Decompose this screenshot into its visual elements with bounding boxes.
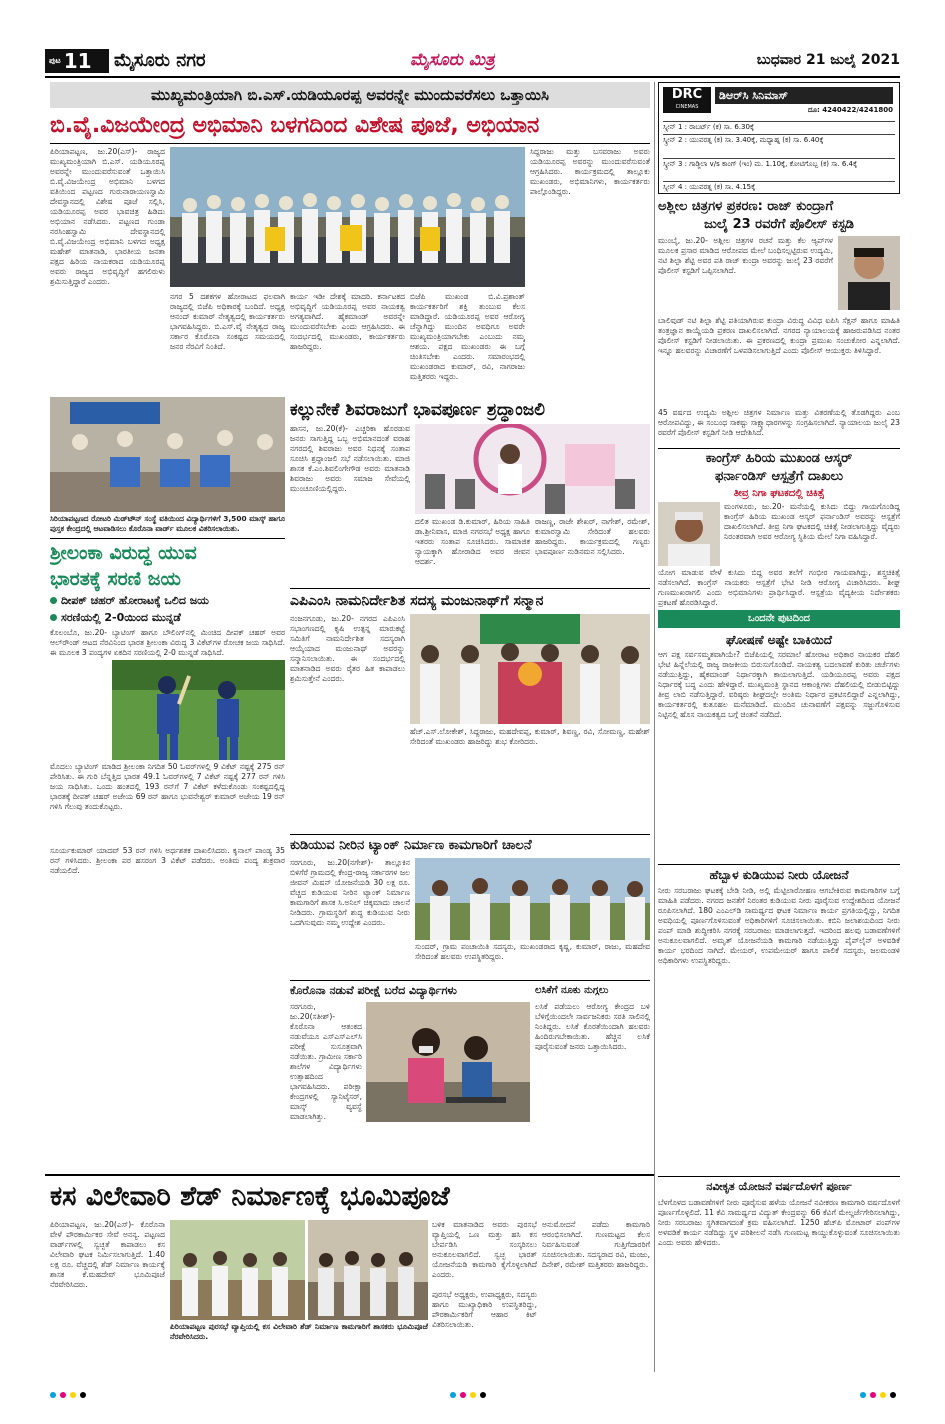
section-title: ಮೈಸೂರು ನಗರ xyxy=(114,50,206,71)
kalluneke-photo xyxy=(415,424,650,514)
congress-body1: ಮಂಗಳೂರು, ಜು.20- ಮನೆಯಲ್ಲಿ ಕುಸಿದು ಬಿದ್ದು ಗಾಯಗೊಂಡಿದ್ದ ಕಾಂಗ್ರೆಸ್ ಹಿರಿಯ ಮುಖಂಡ ಆಸ್ಕರ್ ಫರ್ನಾಂಡಿಸ್ ಅವರನ್ನು ಆಸ್ಪತ್ರೆಗೆ ದಾಖಲಿಸಲಾಗಿದೆ. ತೀವ್ರ ನಿಗಾ ಘಟಕದಲ್ಲಿ ಚಿಕಿತ್ಸೆ ನೀಡಲಾಗುತ್ತಿದ್ದು ವೈದ್ಯರು ನಿರಂತರವಾಗಿ ಅವರ ಆರೋಗ್ಯ ಸ್ಥಿತಿಯ ಮೇಲೆ ನಿಗಾ ವಹಿಸಿದ್ದಾರೆ. xyxy=(724,502,900,541)
congress-headline-2: ಫರ್ನಾಂಡಿಸ್ ಆಸ್ಪತ್ರೆಗೆ ದಾಖಲು xyxy=(714,469,843,484)
lead-body-col4: ಬಿಜೆಪಿ ಮುಖಂಡ ಬಿ.ವಿ.ಪ್ರಶಾಂತ್ ಕಾರ್ಯಕರ್ತರಿಗೆ ಶಕ್ತಿ ತುಂಬುವ ಕೆಲಸ ಮಾಡಿದ್ದಾರೆ. ಯಡಿಯೂರಪ್ಪ ಅವರ ಆರೋಗ್ಯ ಚೆನ್ನಾಗಿದ್ದು ಮುಂದಿನ ಅವಧಿಗೂ ಅವರೇ ಮುಖ್ಯಮಂತ್ರಿಯಾಗಬೇಕು ಎಂಬುದು ನಮ್ಮ ಆಶಯ. ಪಕ್ಷದ ಮುಖಂಡರು ಈ ಬಗ್ಗೆ ಚಿಂತಿಸಬೇಕು ಎಂದರು. ಸಮಾರಂಭದಲ್ಲಿ ಮುಖಂಡರಾದ ಕುಮಾರ್, ರವಿ, ನಾಗರಾಜು ಮತ್ತಿತರರು ಇದ್ದರು. xyxy=(410,292,525,381)
congress-headline-1: ಕಾಂಗ್ರೆಸ್ ಹಿರಿಯ ಮುಖಂಡ ಆಸ್ಕರ್ xyxy=(705,451,853,466)
cinema-row-1: ಸ್ಕ್ರೀನ್ 1 : ರಾಬರ್ಟ್ (ಕ) ಸಾ. 6.30ಕ್ಕೆ xyxy=(663,121,895,132)
apmc-body1: ನಂಜನಗೂಡು, ಜು.20- ನಗರದ ಎಪಿಎಂಸಿ ಸಭಾಂಗಣದಲ್ಲಿ ಕೃಷಿ ಉತ್ಪನ್ನ ಮಾರುಕಟ್ಟೆ ಸಮಿತಿಗೆ ನಾಮನಿರ್ದೇಶಿತ ಸದಸ್ಯರಾಗಿ ಆಯ್ಕೆಯಾದ ಮಂಜುನಾಥ್ ಅವರನ್ನು ಸನ್ಮಾನಿಸಲಾಯಿತು. ಈ ಸಂದರ್ಭದಲ್ಲಿ ಮಾತನಾಡಿದ ಅವರು ರೈತರ ಹಿತ ಕಾಪಾಡಲು ಶ್ರಮಿಸುತ್ತೇನೆ ಎಂದರು. xyxy=(290,614,405,683)
kudiyuva-body1: ಸರಗೂರು, ಜು.20(ನಗೇಶ್)- ತಾಲ್ಲೂಕಿನ ಬಿಳಿಗೆರೆ ಗ್ರಾಮದಲ್ಲಿ ಕೇಂದ್ರ-ರಾಜ್ಯ ಸರ್ಕಾರಗಳ ಜಲ ಜೀವನ್ ಮಿಷನ್ ಯೋಜನೆಯಡಿ 30 ಲಕ್ಷ ರೂ. ವೆಚ್ಚದ ಕುಡಿಯುವ ನೀರಿನ ಟ್ಯಾಂಕ್ ನಿರ್ಮಾಣ ಕಾಮಗಾರಿಗೆ ಶಾಸಕ ಸಿ.ಅನಿಲ್ ಚಿಕ್ಕಮಾದು ಚಾಲನೆ ನೀಡಿದರು. ಗ್ರಾಮಸ್ಥರಿಗೆ ಶುದ್ಧ ಕುಡಿಯುವ ನೀರು ಒದಗಿಸುವುದು ನಮ್ಮ ಉದ್ದೇಶ ಎಂದರು. xyxy=(290,858,410,927)
cinema-ad xyxy=(658,82,900,194)
corona-sub: ಲಸಿಕೆಗೆ ನೂಕು ನುಗ್ಗಲು xyxy=(535,985,609,996)
cricket-photo xyxy=(112,660,285,760)
felicitation-photo-illustration xyxy=(410,614,650,724)
rotary-photo xyxy=(50,397,285,512)
lead-photo xyxy=(170,147,525,287)
tribute-photo-illustration xyxy=(415,424,650,514)
registration-mark xyxy=(480,1392,486,1398)
cricket-photo-illustration xyxy=(112,660,285,760)
ondane-h1: ಘೋಷಣೆ ಅಷ್ಟೇ ಬಾಕಿಯಿದೆ xyxy=(726,633,832,647)
congress-subhead: ತೀವ್ರ ನಿಗಾ ಘಟಕದಲ್ಲಿ ಚಿಕಿತ್ಸೆ xyxy=(733,488,825,499)
kasa-headline: ಕಸ ವಿಲೇವಾರಿ ಶೆಡ್ ನಿರ್ಮಾಣಕ್ಕೆ ಭೂಮಿಪೂಜೆ xyxy=(50,1181,450,1212)
registration-mark xyxy=(860,1392,866,1398)
kundra-body2: ಬಾಲಿವುಡ್ ನಟಿ ಶಿಲ್ಪಾ ಶೆಟ್ಟಿ ಪತಿಯಾಗಿರುವ ಕುಂದ್ರಾ ವಿರುದ್ಧ ವಿವಿಧ ಐಪಿಸಿ ಸೆಕ್ಷನ್ ಹಾಗೂ ಮಾಹಿತಿ ತಂತ್ರಜ್ಞಾನ ಕಾಯ್ದೆಯಡಿ ಪ್ರಕರಣ ದಾಖಲಿಸಲಾಗಿದೆ. ನಗರದ ನ್ಯಾಯಾಲಯಕ್ಕೆ ಹಾಜರುಪಡಿಸಿದ ನಂತರ ಪೊಲೀಸ್ ಕಸ್ಟಡಿಗೆ ನೀಡಲಾಯಿತು. ಈ ಪ್ರಕರಣದಲ್ಲಿ ಕುಂದ್ರಾ ಪ್ರಮುಖ ಸಂಚುಕೋರ ಎನ್ನಲಾಗಿದೆ. ಇನ್ನೂ ಹಲವರನ್ನು ವಿಚಾರಣೆಗೆ ಒಳಪಡಿಸಲಾಗುತ್ತಿದೆ ಎಂದು ಪೊಲೀಸ್ ಆಯುಕ್ತರು ತಿಳಿಸಿದ್ದಾರೆ. xyxy=(658,316,900,355)
group-photo-illustration-2 xyxy=(308,1220,428,1320)
srilanka-body1b xyxy=(50,660,110,760)
srilanka-headline-1: ಶ್ರೀಲಂಕಾ ವಿರುದ್ಧ ಯುವ xyxy=(50,542,197,564)
group-photo-illustration xyxy=(170,147,525,287)
ondane-h3: ನವೀಕೃತ ಯೋಜನೆ ವರ್ಷದೊಳಗೆ ಪೂರ್ಣ xyxy=(706,1180,852,1193)
registration-mark xyxy=(890,1392,896,1398)
kasa-body3: ಪುರಸಭೆ ಅಧ್ಯಕ್ಷರು, ಉಪಾಧ್ಯಕ್ಷರು, ಸದಸ್ಯರು ಹಾಗೂ ಮುಖ್ಯಾಧಿಕಾರಿ ಉಪಸ್ಥಿತರಿದ್ದು, ಪೌರಕಾರ್ಮಿಕರಿಗೆ ಆಹಾರ ಕಿಟ್ ವಿತರಿಸಲಾಯಿತು. xyxy=(432,1290,537,1329)
srilanka-body1: ಕೊಲಂಬೊ, ಜು.20- ಬ್ಯಾಟಿಂಗ್ ಹಾಗೂ ಬೌಲಿಂಗ್‌ನಲ್ಲಿ ಮಿಂಚಿದ ದೀಪಕ್ ಚಹರ್ ಅವರ ಆಲ್‌ರೌಂಡ್ ಆಟದ ನೆರವಿನಿಂದ ಭಾರತ ಶ್ರೀಲಂಕಾ ವಿರುದ್ಧ 3 ವಿಕೆಟ್‌ಗಳ ರೋಚಕ ಜಯ ಸಾಧಿಸಿದೆ. ಈ ಮೂಲಕ 3 ಪಂದ್ಯಗಳ ಏಕದಿನ ಸರಣಿಯಲ್ಲಿ 2-0 ಮುನ್ನಡೆ ಸಾಧಿಸಿದೆ. xyxy=(50,628,285,657)
registration-mark xyxy=(450,1392,456,1398)
kalluneke-body2: ದಲಿತ ಮುಖಂಡ ಡಿ.ಕುಮಾರ್, ಹಿರಿಯ ಸಾಹಿತಿ ಡಾ.ಶ್ರೀನಿವಾಸ, ಮಾಜಿ ನಗರಸಭೆ ಅಧ್ಯಕ್ಷ ಹಾಗೂ ಇತರರು ಸಂತಾಪ ಸೂಚಿಸಿದರು. ಸಾಮಾಜಿಕ ನ್ಯಾಯಕ್ಕಾಗಿ ಹೋರಾಡಿದ ಅವರ ಜೀವನ ಆದರ್ಶ. xyxy=(415,517,530,566)
kundra-headline-2: ಜುಲೈ 23 ರವರೆಗೆ ಪೊಲೀಸ್ ಕಸ್ಟಡಿ xyxy=(704,217,854,232)
bullet-icon xyxy=(50,614,57,621)
lead-body-col1: ಪಿರಿಯಾಪಟ್ಟಣ, ಜು.20(ಎಸ್‌)- ರಾಜ್ಯದ ಮುಖ್ಯಮಂತ್ರಿಯಾಗಿ ಬಿ.ಎಸ್. ಯಡಿಯೂರಪ್ಪ ಅವರನ್ನೇ ಮುಂದುವರೆಸುವಂತೆ ಒತ್ತಾಯಿಸಿ ಬಿ.ವೈ.ವಿಜಯೇಂದ್ರ ಅಭಿಮಾನಿ ಬಳಗದ ವತಿಯಿಂದ ಪಟ್ಟಣದ ಗುರುನಾರಾಯಣಸ್ವಾಮಿ ದೇವಸ್ಥಾನದಲ್ಲಿ ವಿಶೇಷ ಪೂಜೆ ಸಲ್ಲಿಸಿ, ಯಡಿಯೂರಪ್ಪ ಅವರ ಭಾವಚಿತ್ರ ಹಿಡಿದು ಅಭಿಯಾನ ನಡೆಸಿದರು. ಪಟ್ಟಣದ ಗುಂಡಾ ನರಸಿಂಹಸ್ವಾಮಿ ದೇವಸ್ಥಾನದಲ್ಲಿ ಬಿ.ವೈ.ವಿಜಯೇಂದ್ರ ಅಭಿಮಾನಿ ಬಳಗದ ಅಧ್ಯಕ್ಷ ಮಹೇಶ್ ಮಾತನಾಡಿ, ಭಾರತೀಯ ಜನತಾ ಪಕ್ಷದ ಹಿರಿಯ ನಾಯಕರಾದ ಯಡಿಯೂರಪ್ಪ ಅವರು ರಾಜ್ಯದ ಅಭಿವೃದ್ಧಿಗೆ ಹಗಲಿರುಳು ಶ್ರಮಿಸುತ್ತಿದ್ದಾರೆ ಎಂದರು. xyxy=(50,147,165,286)
congress-photo xyxy=(658,502,720,566)
kundra-headline-1: ಅಶ್ಲೀಲ ಚಿತ್ರಗಳ ಪ್ರಕರಣ: ರಾಜ್ ಕುಂದ್ರಾಗೆ xyxy=(658,199,834,214)
kasa-body1: ಪಿರಿಯಾಪಟ್ಟಣ, ಜು.20(ಎಸ್‌)- ಕೊರೊನಾ ವೇಳೆ ಪೌರಕಾರ್ಮಿಕರ ಸೇವೆ ಅನನ್ಯ. ಪಟ್ಟಣದ ವಾರ್ಡ್‌ಗಳಲ್ಲಿ ಸ್ವಚ್ಛತೆ ಕಾಪಾಡಲು ಕಸ ವಿಲೇವಾರಿ ಘಟಕ ನಿರ್ಮಿಸಲಾಗುತ್ತಿದೆ. 1.40 ಲಕ್ಷ ರೂ. ವೆಚ್ಚದಲ್ಲಿ ಶೆಡ್ ನಿರ್ಮಾಣ ಕಾರ್ಯಕ್ಕೆ ಶಾಸಕ ಕೆ.ಮಹದೇವ್ ಭೂಮಿಪೂಜೆ ನೆರವೇರಿಸಿದರು. xyxy=(50,1220,165,1289)
lead-headline: ಬಿ.ವೈ.ವಿಜಯೇಂದ್ರ ಅಭಿಮಾನಿ ಬಳಗದಿಂದ ವಿಶೇಷ ಪೂಜೆ, ಅಭಿಯಾನ xyxy=(50,113,540,138)
bhoomipooja-photo-illustration xyxy=(170,1220,305,1320)
kudiyuva-body2: ಸುಂದರ್, ಗ್ರಾಮ ಪಂಚಾಯಿತಿ ಸದಸ್ಯರು, ಮುಖಂಡರಾದ ಕೃಷ್ಣ, ಕುಮಾರ್, ರಾಜು, ಮಹದೇವ ಸೇರಿದಂತೆ ಹಲವರು ಉಪಸ್ಥಿತರಿದ್ದರು. xyxy=(415,942,650,961)
kalluneke-body1: ಹಾಸನ, ಜು.20(ಕೆ)- ಎಚ್ಚರಿಕಾ ಹೊರಡುವ ಜನರು ಸಾಗುತ್ತಿದ್ದ ಒಬ್ಬ ಅಭಿಮಾನದಂತೆ ವರಾಹ ನಗರದಲ್ಲಿ ಶಿವರಾಜು ಅವರ ನಿಧನಕ್ಕೆ ಸಂತಾಪ ಸೂಚಿಸಿ ಶ್ರದ್ಧಾಂಜಲಿ ಸಭೆ ನಡೆಸಲಾಯಿತು. ಮಾಜಿ ಶಾಸಕ ಕೆ.ಎಂ.ಶಿವಲಿಂಗೇಗೌಡ ಅವರು ಮಾತನಾಡಿ ಶಿವರಾಜು ಅವರು ಸಮಾಜ ಸೇವೆಯಲ್ಲಿ ಮುಂಚೂಣಿಯಲ್ಲಿದ್ದರು. xyxy=(290,424,410,493)
srilanka-sub2 xyxy=(50,611,285,625)
corona-body1: ಸರಗೂರು, ಜು.20(ಸತೀಶ್)- ಕೊರೊನಾ ಆತಂಕದ ನಡುವೆಯೂ ಎಸ್‌ಎಸ್‌ಎಲ್‌ಸಿ ಪರೀಕ್ಷೆ ಸುಸೂತ್ರವಾಗಿ ನಡೆಯಿತು. ಗ್ರಾಮೀಣ ಸರ್ಕಾರಿ ಶಾಲೆಗಳ ವಿದ್ಯಾರ್ಥಿಗಳು ಉತ್ಸಾಹದಿಂದ ಭಾಗವಹಿಸಿದರು. ಪರೀಕ್ಷಾ ಕೇಂದ್ರಗಳಲ್ಲಿ ಸ್ಯಾನಿಟೈಸರ್, ಮಾಸ್ಕ್ ವ್ಯವಸ್ಥೆ ಮಾಡಲಾಗಿತ್ತು. xyxy=(290,1002,362,1121)
ondane-h2: ಹೆಬ್ಬಾಳ ಕುಡಿಯುವ ನೀರು ಯೋಜನೆ xyxy=(709,868,849,882)
kalluneke-headline: ಕಲ್ಲುನೇಕೆ ಶಿವರಾಜುಗೆ ಭಾವಪೂರ್ಣ ಶ್ರದ್ಧಾಂಜಲಿ xyxy=(290,400,546,420)
lead-body-col2: ನಗರ 5 ದಶಕಗಳ ಹೋರಾಟದ ಫಲವಾಗಿ ರಾಜ್ಯದಲ್ಲಿ ಬಿಜೆಪಿ ಅಧಿಕಾರಕ್ಕೆ ಬಂದಿದೆ. ಅಧ್ಯಕ್ಷ ಆನಂದ್ ಕುಮಾರ್ ನೇತೃತ್ವದಲ್ಲಿ ಕಾರ್ಯಕರ್ತರು ಭಾಗವಹಿಸಿದ್ದರು. ಬಿ.ಎಸ್.ವೈ ನೇತೃತ್ವದ ರಾಜ್ಯ ಸರ್ಕಾರ ಕೊರೊನಾ ಸಂಕಷ್ಟದ ಸಮಯದಲ್ಲಿ ಜನರ ನೆರವಿಗೆ ನಿಂತಿದೆ. xyxy=(170,292,285,351)
registration-mark xyxy=(50,1392,56,1398)
rotary-caption: ಸಿರಿಯಾಪಟ್ಟಣದ ರೋಟರಿ ಮಿಡ್‌ಟೌನ್ ಸಂಸ್ಥೆ ವತಿಯಿಂದ ವಿದ್ಯಾರ್ಥಿಗಳಿಗೆ 3,500 ಮಾಸ್ಕ್ ಹಾಗೂ ಪುಸ್ತಕ ಕೇಂದ್ರದಲ್ಲಿ ಆಟವಾಡಿಸಲು ಕೊರೊನಾ ವಾರ್ಡ್ ಮೂಲಕ ವಿತರಿಸಲಾಯಿತು. xyxy=(50,514,285,533)
kasa-caption: ಪಿರಿಯಾಪಟ್ಟಣ ಪುರಸಭೆ ವ್ಯಾಪ್ತಿಯಲ್ಲಿ ಕಸ ವಿಲೇವಾರಿ ಶೆಡ್ ನಿರ್ಮಾಣ ಕಾಮಗಾರಿಗೆ ಶಾಸಕರು ಭೂಮಿಪೂಜೆ ನೆರವೇರಿಸಿದರು. xyxy=(170,1322,428,1341)
registration-mark xyxy=(460,1392,466,1398)
srilanka-sub2-text: ಸರಣಿಯಲ್ಲಿ 2-0ಯಿಂದ ಮುನ್ನಡೆ xyxy=(61,611,181,624)
srilanka-headline-2: ಭಾರತಕ್ಕೆ ಸರಣಿ ಜಯ xyxy=(50,568,181,590)
kudiyuva-headline: ಕುಡಿಯುವ ನೀರಿನ ಟ್ಯಾಂಕ್ ನಿರ್ಮಾಣ ಕಾಮಗಾರಿಗೆ ಚಾಲನೆ xyxy=(290,838,532,853)
srilanka-sub1-text: ದೀಪಕ್ ಚಹರ್ ಹೋರಾಟಕ್ಕೆ ಒಲಿದ ಜಯ xyxy=(61,594,209,607)
registration-mark xyxy=(880,1392,886,1398)
srilanka-sub1 xyxy=(50,594,285,608)
lead-body-col3: ಕಾರ್ಯ ಇಡೀ ದೇಶಕ್ಕೆ ಮಾದರಿ. ಕರ್ನಾಟಕದ ಅಭಿವೃದ್ಧಿಗೆ ಯಡಿಯೂರಪ್ಪ ಅವರ ನಾಯಕತ್ವ ಅಗತ್ಯವಾಗಿದೆ. ಹೈಕಮಾಂಡ್ ಅವರನ್ನೇ ಮುಂದುವರೆಸಬೇಕು ಎಂದು ಆಗ್ರಹಿಸಿದರು. ಈ ಸಂದರ್ಭದಲ್ಲಿ ಮುಖಂಡರು, ಕಾರ್ಯಕರ್ತರು ಹಾಜರಿದ್ದರು. xyxy=(290,292,405,351)
paper-name: ಮೈಸೂರು ಮಿತ್ರ xyxy=(410,50,495,70)
kasa-body2: ಬಳಿಕ ಮಾತನಾಡಿದ ಅವರು ಪುರಸಭೆ ವ್ಯಾಪ್ತಿಯಲ್ಲಿ ಒಣ ಮತ್ತು ಹಸಿ ಕಸ ಬೇರ್ಪಡಿಸಿ ಸಂಸ್ಕರಿಸಲು ಅನುಕೂಲವಾಗಲಿದೆ. ಸ್ವಚ್ಛ ಭಾರತ್ ಯೋಜನೆಯಡಿ ಕಾಮಗಾರಿ ಕೈಗೊಳ್ಳಲಾಗಿದೆ ಎಂದರು. xyxy=(432,1220,537,1279)
kundra-body3: 45 ವರ್ಷದ ಉದ್ಯಮಿ ಅಶ್ಲೀಲ ಚಿತ್ರಗಳ ನಿರ್ಮಾಣ ಮತ್ತು ವಿತರಣೆಯಲ್ಲಿ ತೊಡಗಿದ್ದರು ಎಂಬ ಆರೋಪವಿದ್ದು, ಈ ಸಂಬಂಧ ಸಾಕಷ್ಟು ಸಾಕ್ಷ್ಯಾಧಾರಗಳನ್ನು ಸಂಗ್ರಹಿಸಲಾಗಿದೆ. ನ್ಯಾಯಾಲಯ ಜುಲೈ 23 ರವರೆಗೆ ಪೊಲೀಸ್ ಕಸ್ಟಡಿಗೆ ನೀಡಿ ಆದೇಶಿಸಿದೆ. xyxy=(658,408,900,437)
rotary-photo-illustration xyxy=(50,397,285,512)
masthead-rule xyxy=(45,76,900,78)
srilanka-body3: ಸೂರ್ಯಕುಮಾರ್ ಯಾದವ್ 53 ರನ್ ಗಳಿಸಿ ಅರ್ಧಶತಕ ದಾಖಲಿಸಿದರು. ಕೃನಾಲ್ ಪಾಂಡ್ಯ 35 ರನ್ ಗಳಿಸಿದರು. ಶ್ರೀಲಂಕಾ ಪರ ಹಸರಂಗ 3 ವಿಕೆಟ್ ಪಡೆದರು. ಅಂತಿಮ ಪಂದ್ಯ ಶುಕ್ರವಾರ ನಡೆಯಲಿದೆ. xyxy=(50,846,285,875)
cinema-title: ಡಿಆರ್‌ಸಿ ಸಿನಿಮಾಸ್ xyxy=(715,87,893,104)
ondane-body2: ನೀರು ಸರಬರಾಜು ಘಟಕಕ್ಕೆ ಬೇಡಿ ನೀಡಿ, ಅಲ್ಲಿ ಮೆಟ್ಟಿಲಾರೋಹಣ ಆಗಬೇಕಿರುವ ಕಾಮಗಾರಿಗಳ ಬಗ್ಗೆ ಮಾಹಿತಿ ಪಡೆದರು. ನಗರದ ಜನತೆಗೆ ನಿರಂತರ ಕುಡಿಯುವ ನೀರು ಪೂರೈಸುವ ಉದ್ದೇಶದಿಂದ ಯೋಜನೆ ರೂಪಿಸಲಾಗಿದೆ. 180 ಎಂಎಲ್‌ಡಿ ಸಾಮರ್ಥ್ಯದ ಘಟಕ ನಿರ್ಮಾಣ ಕಾರ್ಯ ಪ್ರಗತಿಯಲ್ಲಿದ್ದು, ನಿಗದಿತ ಅವಧಿಯಲ್ಲಿ ಪೂರ್ಣಗೊಳಿಸುವಂತೆ ಅಧಿಕಾರಿಗಳಿಗೆ ಸೂಚಿಸಲಾಯಿತು. ಕಬಿನಿ ಜಲಾಶಯದಿಂದ ನೀರು ಪಂಪ್ ಮಾಡಿ ಶುದ್ಧೀಕರಿಸಿ ನಗರಕ್ಕೆ ಸರಬರಾಜು ಮಾಡಲಾಗುತ್ತದೆ. ಇದರಿಂದ ಹಲವು ಬಡಾವಣೆಗಳಿಗೆ ಅನುಕೂಲವಾಗಲಿದೆ. ಅಮೃತ್ ಯೋಜನೆಯಡಿ ಕಾಮಗಾರಿ ನಡೆಯುತ್ತಿದ್ದು ಪೈಪ್‌ಲೈನ್ ಅಳವಡಿಕೆ ಕಾರ್ಯ ಭರದಿಂದ ಸಾಗಿದೆ. ಮೇಯರ್, ಉಪಮೇಯರ್ ಹಾಗೂ ಪಾಲಿಕೆ ಸದಸ್ಯರು, ಜಲಮಂಡಳಿ ಅಧಿಕಾರಿಗಳು ಉಪಸ್ಥಿತರಿದ್ದರು. xyxy=(658,886,900,965)
srilanka-body2: ಮೊದಲು ಬ್ಯಾಟಿಂಗ್ ಮಾಡಿದ ಶ್ರೀಲಂಕಾ ನಿಗದಿತ 50 ಓವರ್‌ಗಳಲ್ಲಿ 9 ವಿಕೆಟ್ ನಷ್ಟಕ್ಕೆ 275 ರನ್ ಪೇರಿಸಿತು. ಈ ಗುರಿ ಬೆನ್ನತ್ತಿದ ಭಾರತ 49.1 ಓವರ್‌ಗಳಲ್ಲಿ 7 ವಿಕೆಟ್ ನಷ್ಟಕ್ಕೆ 277 ರನ್ ಗಳಿಸಿ ಜಯ ಸಾಧಿಸಿತು. ಒಂದು ಹಂತದಲ್ಲಿ 193 ರನ್‌ಗೆ 7 ವಿಕೆಟ್ ಕಳೆದುಕೊಂಡು ಸಂಕಷ್ಟದಲ್ಲಿದ್ದ ಭಾರತಕ್ಕೆ ದೀಪಕ್ ಚಹರ್ ಅಜೇಯ 69 ರನ್ ಹಾಗೂ ಭುವನೇಶ್ವರ್ ಕುಮಾರ್ ಅಜೇಯ 19 ರನ್ ಗಳಿಸಿ ಗೆಲುವು ತಂದುಕೊಟ್ಟರು. xyxy=(50,762,285,811)
masthead-date: ಬುಧವಾರ 21 ಜುಲೈ 2021 xyxy=(756,52,900,68)
registration-mark xyxy=(60,1392,66,1398)
cinema-row-2: ಸ್ಕ್ರೀನ್ 2 : ಯುವರತ್ನ (ಕ) ಸಾ. 3.40ಕ್ಕೆ, ಮಧ್ಯಾಹ್ನ (ಕ) ಸಾ. 6.40ಕ್ಕೆ xyxy=(663,134,895,156)
kasa-photo-2 xyxy=(308,1220,428,1320)
kudiyuva-photo xyxy=(415,858,650,940)
ondane-body3: ಬೆಳಗೊಳದ ಬಡಾವಣೆಗಳಿಗೆ ನೀರು ಪೂರೈಸುವ ಹಳೆಯ ಯೋಜನೆ ನವೀಕರಣ ಕಾಮಗಾರಿ ವರ್ಷದೊಳಗೆ ಪೂರ್ಣಗೊಳ್ಳಲಿದೆ. 11 ಕೆವಿ ಸಾಮರ್ಥ್ಯದ ವಿದ್ಯುತ್ ಕೇಂದ್ರವನ್ನು 66 ಕೆವಿಗೆ ಮೇಲ್ದರ್ಜೆಗೇರಿಸಲಾಗಿದ್ದು, ನೀರು ಸರಬರಾಜು ಸ್ಥಗಿತವಾಗದಂತೆ ಕ್ರಮ ವಹಿಸಲಾಗಿದೆ. 1250 ಹೆಚ್‌ಪಿ ಮೋಟಾರ್ ಪಂಪ್‌ಗಳ ಅಳವಡಿಕೆ ಕಾರ್ಯ ನಡೆದಿದ್ದು ಸ್ಥಳ ಪರಿಶೀಲನೆ ನಡೆಸಿ ಗುಣಮಟ್ಟ ಕಾಯ್ದುಕೊಳ್ಳುವಂತೆ ಸೂಚಿಸಲಾಯಿತು ಎಂದು ಅವರು ಹೇಳಿದರು. xyxy=(658,1198,900,1247)
cinema-logo xyxy=(663,87,711,113)
tank-photo-illustration xyxy=(415,858,650,940)
lead-body-col5: ಸಿದ್ದರಾಜು ಮತ್ತು ಬಸವರಾಜು ಅವರು ಯಡಿಯೂರಪ್ಪ ಅವರನ್ನು ಮುಂದುವರೆಸುವಂತೆ ಆಗ್ರಹಿಸಿದರು. ಕಾರ್ಯಕ್ರಮದಲ್ಲಿ ತಾಲ್ಲೂಕು ಮುಖಂಡರು, ಅಭಿಮಾನಿಗಳು, ಕಾರ್ಯಕರ್ತರು ಪಾಲ್ಗೊಂಡಿದ್ದರು. xyxy=(530,147,650,196)
kasa-photo-1 xyxy=(170,1220,305,1320)
page-label: ಪುಟ xyxy=(49,56,61,65)
cinema-row-3: ಸ್ಕ್ರೀನ್ 3 : ಗಾಡ್ಜಿಲಾ v/s ಕಾಂಗ್ (ಇಂ) ಮ. 1.10ಕ್ಕೆ, ಕೋಟಿಗೊಬ್ಬ (ಕ) ಸಾ. 6.4ಕ್ಕೆ xyxy=(663,158,895,180)
kundra-photo xyxy=(838,236,900,310)
cinema-logo-text: DRC xyxy=(671,87,703,102)
students-photo-illustration xyxy=(366,1002,530,1122)
apmc-body2: ಹೆಚ್.ಎಸ್.ಲೋಕೇಶ್, ಸಿದ್ದರಾಜು, ಮಹದೇವಪ್ಪ, ಕುಮಾರ್, ಶಿವಣ್ಣ, ರವಿ, ಸೋಮಣ್ಣ, ಮಹೇಶ್ ಸೇರಿದಂತೆ ಮುಖಂಡರು ಹಾಜರಿದ್ದು ಶುಭ ಕೋರಿದರು. xyxy=(410,727,650,746)
corona-headline: ಕೊರೊನಾ ನಡುವೆ ಪರೀಕ್ಷೆ ಬರೆದ ವಿದ್ಯಾರ್ಥಿಗಳು xyxy=(290,984,457,997)
corona-photo xyxy=(366,1002,530,1122)
registration-mark xyxy=(470,1392,476,1398)
ondane-body1: ಆಗ ಪಕ್ಷ ಸರ್ವಸಮ್ಮತವಾಗಿಯೇ? ಬಿಜೆಪಿಯಲ್ಲಿ ಸರಮಾಲೆ ಹೋರಾಟ ಅಧಿಕಾರ ನಾಯಕರ ದೆಹಲಿ ಭೇಟಿ ಹಿನ್ನೆಲೆಯಲ್ಲಿ ರಾಜ್ಯ ರಾಜಕೀಯ ಬಿರುಸುಗೊಂಡಿದೆ. ನಾಯಕತ್ವ ಬದಲಾವಣೆ ಕುರಿತು ಚರ್ಚೆಗಳು ನಡೆಯುತ್ತಿದ್ದು, ಹೈಕಮಾಂಡ್ ನಿರ್ಧಾರಕ್ಕಾಗಿ ಕಾಯಲಾಗುತ್ತಿದೆ. ಯಡಿಯೂರಪ್ಪ ಅವರು ಪಕ್ಷದ ನಿರ್ಧಾರಕ್ಕೆ ಬದ್ಧ ಎಂದು ಹೇಳಿದ್ದಾರೆ. ಮುಖ್ಯಮಂತ್ರಿ ಸ್ಥಾನದ ಆಕಾಂಕ್ಷಿಗಳು ದೆಹಲಿಯಲ್ಲಿ ಬೀಡುಬಿಟ್ಟಿದ್ದು ತೀವ್ರ ಲಾಬಿ ನಡೆಸುತ್ತಿದ್ದಾರೆ. ವರಿಷ್ಠರು ಶೀಘ್ರದಲ್ಲೇ ಅಂತಿಮ ನಿರ್ಧಾರ ಪ್ರಕಟಿಸಲಿದ್ದಾರೆ ಎನ್ನಲಾಗಿದ್ದು, ಕಾರ್ಯಕರ್ತರಲ್ಲಿ ಕುತೂಹಲ ಮನೆಮಾಡಿದೆ. ಮುಂದಿನ ಚುನಾವಣೆಗೆ ಪಕ್ಷವನ್ನು ಸಜ್ಜುಗೊಳಿಸುವ ನಿಟ್ಟಿನಲ್ಲಿ ಹೊಸ ನಾಯಕತ್ವದ ಬಗ್ಗೆ ಚಿಂತನೆ ನಡೆದಿದೆ. xyxy=(658,650,900,719)
registration-mark xyxy=(70,1392,76,1398)
registration-mark xyxy=(80,1392,86,1398)
kalluneke-body3: ರಾಜಣ್ಣ, ರಾಜೇ ಶೇಖರ್, ನಾಗೇಶ್, ರಮೇಶ್, ಕುಮಾರಸ್ವಾಮಿ ಸೇರಿದಂತೆ ಹಲವರು ಹಾಜರಿದ್ದರು. ಕಾರ್ಯಕ್ರಮದಲ್ಲಿ ಗಣ್ಯರು ಭಾವಪೂರ್ಣ ನುಡಿನಮನ ಸಲ್ಲಿಸಿದರು. xyxy=(535,517,650,556)
corona-body2: ಲಸಿಕೆ ಪಡೆಯಲು ಆರೋಗ್ಯ ಕೇಂದ್ರದ ಬಳಿ ಬೆಳಿಗ್ಗೆಯಿಂದಲೇ ಸಾರ್ವಜನಿಕರು ಸರತಿ ಸಾಲಿನಲ್ಲಿ ನಿಂತಿದ್ದರು. ಲಸಿಕೆ ಕೊರತೆಯಿಂದಾಗಿ ಹಲವರು ಹಿಂದಿರುಗಬೇಕಾಯಿತು. ಹೆಚ್ಚಿನ ಲಸಿಕೆ ಪೂರೈಸುವಂತೆ ಜನರು ಒತ್ತಾಯಿಸಿದರು. xyxy=(535,1002,650,1051)
portrait-illustration-2 xyxy=(658,502,720,566)
apmc-headline: ಎಪಿಎಂಸಿ ನಾಮನಿರ್ದೇಶಿತ ಸದಸ್ಯ ಮಂಜುನಾಥ್‌ಗೆ ಸನ್ಮಾನ xyxy=(290,593,544,609)
apmc-photo xyxy=(410,614,650,724)
cinema-row-4: ಸ್ಕ್ರೀನ್ 4 : ಯುವರತ್ನ (ಕ) ಸಾ. 4.15ಕ್ಕೆ xyxy=(663,181,895,192)
kundra-body1: ಮುಂಬೈ, ಜು.20- ಅಶ್ಲೀಲ ಚಿತ್ರಗಳ ರಚನೆ ಮತ್ತು ಕೆಲ ಆ್ಯಪ್‌ಗಳ ಮೂಲಕ ಪ್ರಸಾರ ಮಾಡಿದ ಆರೋಪದ ಮೇಲೆ ಬಂಧಿಸಲ್ಪಟ್ಟಿರುವ ಉದ್ಯಮಿ, ನಟಿ ಶಿಲ್ಪಾ ಶೆಟ್ಟಿ ಅವರ ಪತಿ ರಾಜ್ ಕುಂದ್ರಾ ಅವರನ್ನು ಜುಲೈ 23 ರವರೆಗೆ ಪೊಲೀಸ್ ಕಸ್ಟಡಿಗೆ ಒಪ್ಪಿಸಲಾಗಿದೆ. xyxy=(658,236,833,275)
page-number-badge xyxy=(45,49,109,73)
portrait-illustration xyxy=(838,236,900,310)
kasa-body4: ಅನುಮೋದನೆ ಪಡೆದು ಕಾಮಗಾರಿ ಆರಂಭಿಸಲಾಗಿದೆ. ಗುಣಮಟ್ಟದ ಕೆಲಸ ನಿರ್ವಹಿಸುವಂತೆ ಗುತ್ತಿಗೆದಾರರಿಗೆ ಸೂಚಿಸಲಾಯಿತು. ಸದಸ್ಯರಾದ ರವಿ, ಮಂಜು, ದಿನೇಶ್, ರಮೇಶ್ ಮತ್ತಿತರರು ಹಾಜರಿದ್ದರು. xyxy=(542,1220,650,1269)
lead-kicker: ಮುಖ್ಯಮಂತ್ರಿಯಾಗಿ ಬಿ.ಎಸ್.ಯಡಿಯೂರಪ್ಪ ಅವರನ್ನೇ ಮುಂದುವರೆಸಲು ಒತ್ತಾಯಿಸಿ xyxy=(50,82,650,108)
cinema-logo-sub: CINEMAS xyxy=(675,104,699,110)
page-number: 11 xyxy=(63,49,92,73)
congress-body2: ಯೋಗ ಮಾಡುವ ವೇಳೆ ಕುಸಿದು ಬಿದ್ದ ಅವರ ತಲೆಗೆ ಗಂಭೀರ ಗಾಯವಾಗಿದ್ದು, ಶಸ್ತ್ರಚಿಕಿತ್ಸೆ ನಡೆಸಲಾಗಿದೆ. ಕಾಂಗ್ರೆಸ್ ನಾಯಕರು ಆಸ್ಪತ್ರೆಗೆ ಭೇಟಿ ನೀಡಿ ಆರೋಗ್ಯ ವಿಚಾರಿಸಿದರು. ಶೀಘ್ರ ಗುಣಮುಖರಾಗಲಿ ಎಂದು ಅಭಿಮಾನಿಗಳು ಪ್ರಾರ್ಥಿಸಿದ್ದಾರೆ. ಆಸ್ಪತ್ರೆಯ ವೈದ್ಯಕೀಯ ನಿರ್ದೇಶಕರು ಪ್ರಕಟಣೆ ಹೊರಡಿಸಿದ್ದಾರೆ. xyxy=(658,568,900,607)
corona-body1b xyxy=(366,1124,530,1172)
cinema-phone: ದೂ: 4240422/4241800 xyxy=(808,106,893,114)
ondane-banner: ಒಂದನೇ ಪುಟದಿಂದ xyxy=(658,610,900,628)
bullet-icon xyxy=(50,597,57,604)
registration-mark xyxy=(870,1392,876,1398)
